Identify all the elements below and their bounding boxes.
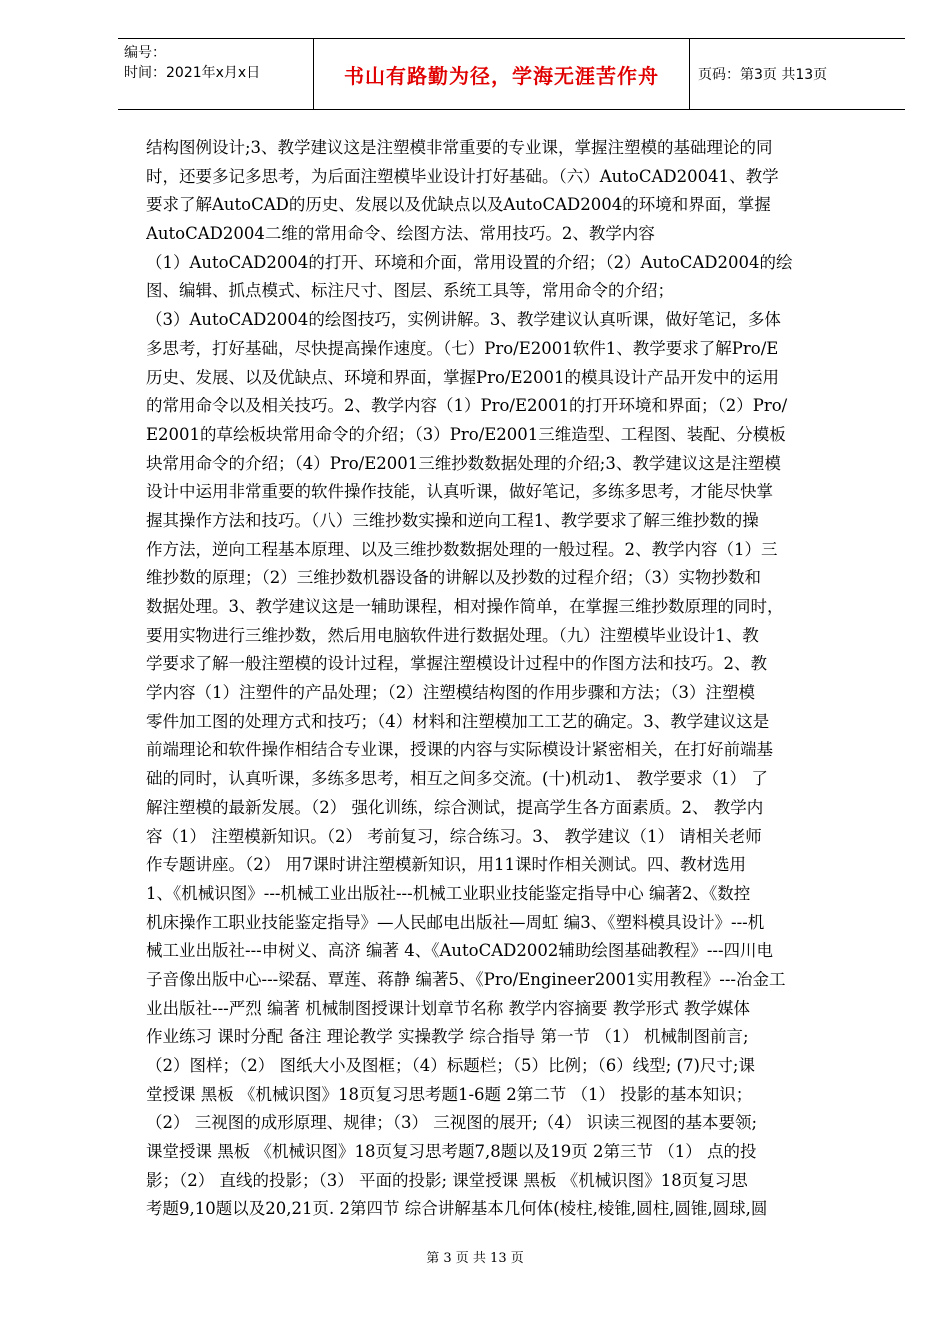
body-line: 1、《机械识图》---机械工业出版社---机械工业职业技能鉴定指导中心 编著2、《数控 bbox=[146, 883, 751, 903]
body-line: 维抄数的原理；（2）三维抄数机器设备的讲解以及抄数的过程介绍；（3）实物抄数和 bbox=[146, 568, 761, 588]
body-line: 块常用命令的介绍；（4）Pro/E2001三维抄数数据处理的介绍;3、教学建议这是注塑模 bbox=[146, 453, 781, 473]
body-line: 多思考，打好基础，尽快提高操作速度。（七）Pro/E2001软件1、教学要求了解Pro/E bbox=[146, 338, 779, 358]
body-line: 础的同时，认真听课，多练多思考，相互之间多交流。(十)机动1、 教学要求（1） 了 bbox=[146, 769, 768, 789]
body-line: 业出版社---严烈 编著 机械制图授课计划章节名称 教学内容摘要 教学形式 教学媒体 bbox=[146, 998, 750, 1018]
header-info-cell bbox=[118, 39, 314, 109]
body-line: 作专题讲座。（2） 用7课时讲注塑模新知识，用11课时作相关测试。四、教材选用 bbox=[146, 855, 746, 875]
body-line: （1）AutoCAD2004的打开、环境和介面，常用设置的介绍；（2）AutoCAD2004的绘 bbox=[146, 252, 793, 272]
body-line: （2） 三视图的成形原理、规律；（3） 三视图的展开;（4） 识读三视图的基本要领; bbox=[146, 1113, 758, 1133]
body-line: 零件加工图的处理方式和技巧；（4）材料和注塑模加工工艺的确定。3、教学建议这是 bbox=[146, 711, 770, 731]
body-line: AutoCAD2004二维的常用命令、绘图方法、常用技巧。2、教学内容 bbox=[146, 224, 655, 244]
body-line: 作业练习 课时分配 备注 理论教学 实操教学 综合指导 第一节 （1） 机械制图前言; bbox=[146, 1027, 749, 1047]
body-line: （2）图样；（2） 图纸大小及图框；（4）标题栏；（5）比例；（6）线型; (7)尺寸;课 bbox=[146, 1056, 755, 1075]
body-line: 考题9,10题以及20,21页. 2第四节 综合讲解基本几何体(棱柱,棱锥,圆柱,圆锥,圆球,圆 bbox=[146, 1199, 768, 1219]
serial-number-label: 编号： bbox=[124, 45, 166, 61]
header-motto: 书山有路勤为径，学海无涯苦作舟 bbox=[314, 39, 690, 109]
body-line: 结构图例设计;3、教学建议这是注塑模非常重要的专业课，掌握注塑模的基础理论的同 bbox=[146, 138, 773, 157]
body-line: 作方法，逆向工程基本原理、以及三维抄数数据处理的一般过程。2、教学内容（1）三 bbox=[146, 539, 778, 559]
body-line: 要求了解AutoCAD的历史、发展以及优缺点以及AutoCAD2004的环境和界面，掌握 bbox=[146, 195, 771, 215]
body-line: 设计中运用非常重要的软件操作技能，认真听课，做好笔记，多练多思考，才能尽快掌 bbox=[146, 482, 773, 502]
body-line: 学要求了解一般注塑模的设计过程，掌握注塑模设计过程中的作图方法和技巧。2、教 bbox=[146, 654, 767, 674]
body-line: 时，还要多记多思考，为后面注塑模毕业设计打好基础。（六）AutoCAD20041、教学 bbox=[146, 166, 779, 186]
body-line: 握其操作方法和技巧。（八）三维抄数实操和逆向工程1、教学要求了解三维抄数的操 bbox=[146, 510, 759, 530]
body-line: 图、编辑、抓点模式、标注尺寸、图层、系统工具等，常用命令的介绍； bbox=[146, 281, 674, 301]
body-line: 影；（2） 直线的投影；（3） 平面的投影; 课堂授课 黑板 《机械识图》18页复习思 bbox=[146, 1170, 748, 1190]
document-body bbox=[146, 134, 868, 1224]
body-line: 前端理论和软件操作相结合专业课，授课的内容与实际模设计紧密相关，在打好前端基 bbox=[146, 740, 773, 760]
body-line: 数据处理。3、教学建议这是一辅助课程，相对操作简单，在掌握三维抄数原理的同时， bbox=[146, 597, 784, 616]
body-line: 学内容（1）注塑件的产品处理；（2）注塑模结构图的作用步骤和方法；（3）注塑模 bbox=[146, 683, 755, 703]
body-line: 的常用命令以及相关技巧。2、教学内容（1）Pro/E2001的打开环境和界面；（2）Pro/ bbox=[146, 396, 788, 416]
body-line: （3）AutoCAD2004的绘图技巧，实例讲解。3、教学建议认真听课，做好笔记，多体 bbox=[146, 310, 781, 330]
body-line: 堂授课 黑板 《机械识图》18页复习思考题1-6题 2第二节 （1） 投影的基本知识； bbox=[146, 1084, 753, 1104]
body-line: 课堂授课 黑板 《机械识图》18页复习思考题7,8题以及19页 2第三节 （1） 点的投 bbox=[146, 1142, 757, 1162]
body-line: 械工业出版社---申树义、高济 编著 4、《AutoCAD2002辅助绘图基础教程》---四川电 bbox=[146, 941, 774, 961]
body-line: 子音像出版中心---梁磊、覃莲、蒋静 编著5、《Pro/Engineer2001实用教程》---冶金工 bbox=[146, 969, 786, 989]
page-header bbox=[118, 38, 905, 110]
body-line: 历史、发展、以及优缺点、环境和界面，掌握Pro/E2001的模具设计产品开发中的运用 bbox=[146, 367, 780, 387]
body-line: 机床操作工职业技能鉴定指导》—人民邮电出版社—周虹 编3、《塑料模具设计》---机 bbox=[146, 912, 765, 932]
header-page-code: 页码：第3页 共13页 bbox=[698, 67, 828, 83]
page-footer: 第 3 页 共 13 页 bbox=[426, 1251, 524, 1266]
body-line: 容（1） 注塑模新知识。（2） 考前复习，综合练习。3、 教学建议（1） 请相关老师 bbox=[146, 826, 762, 846]
date-label: 时间：2021年x月x日 bbox=[124, 65, 261, 81]
body-line: 要用实物进行三维抄数，然后用电脑软件进行数据处理。（九）注塑模毕业设计1、教 bbox=[146, 625, 759, 645]
body-line: E2001的草绘板块常用命令的介绍；（3）Pro/E2001三维造型、工程图、装配、分模板 bbox=[146, 424, 786, 444]
body-line: 解注塑模的最新发展。（2） 强化训练，综合测试，提高学生各方面素质。2、 教学内 bbox=[146, 797, 764, 817]
